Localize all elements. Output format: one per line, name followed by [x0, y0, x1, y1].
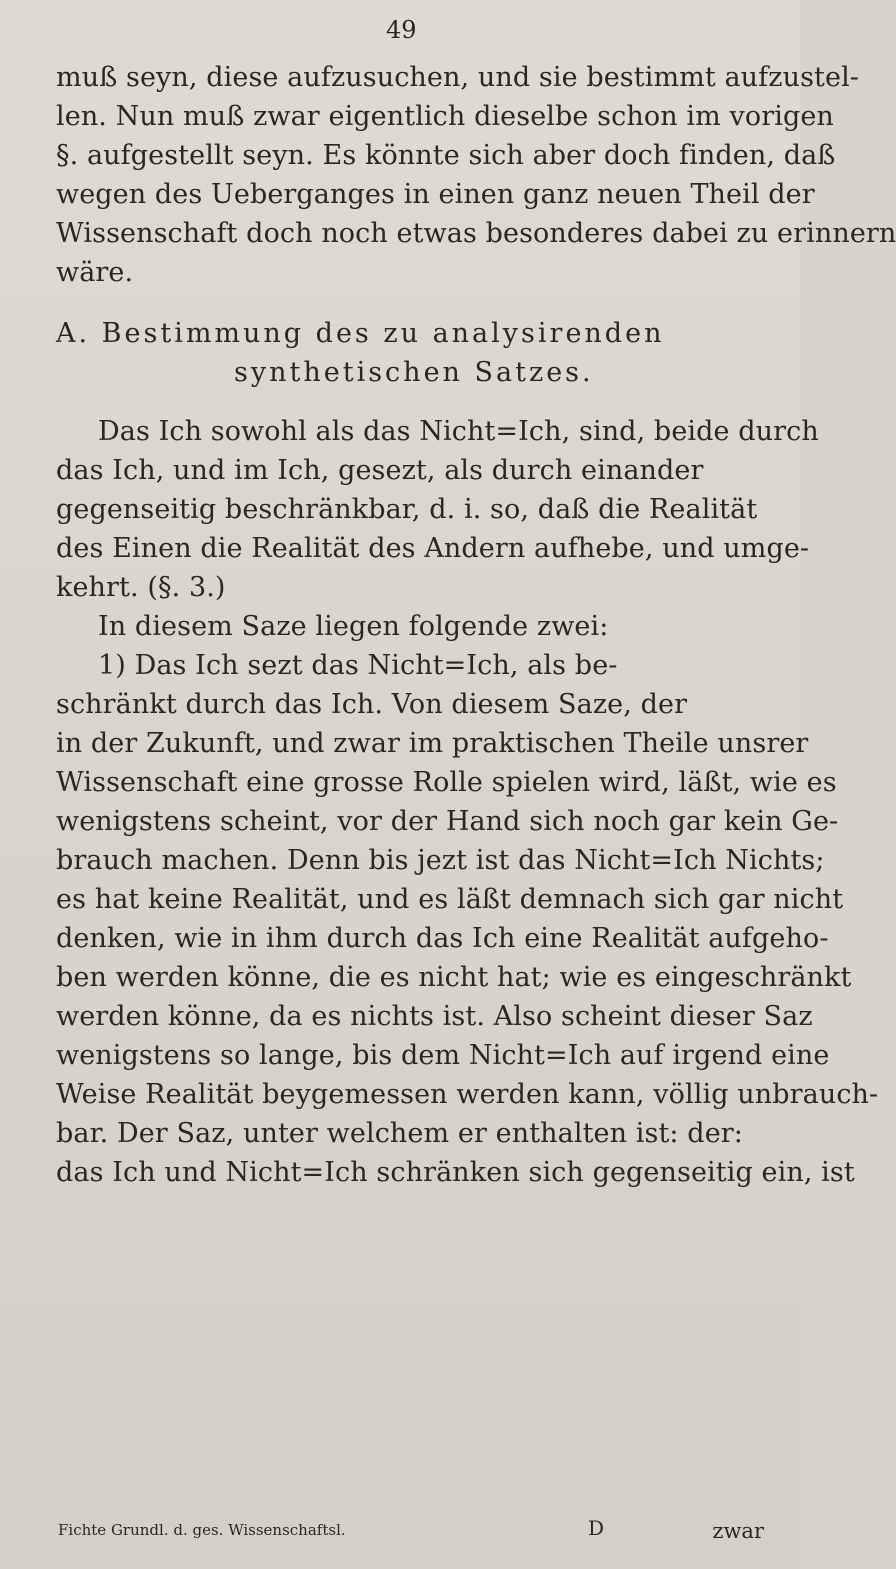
text-line: Wissenschaft eine grosse Rolle spielen wird, läßt, wie es: [56, 767, 837, 798]
text-line: gegenseitig beschränkbar, d. i. so, daß die Realität: [56, 494, 758, 525]
section-heading-continued: synthetischen Satzes.: [234, 357, 594, 388]
text-line: das Ich, und im Ich, gesezt, als durch einander: [56, 455, 704, 486]
catchword: zwar: [712, 1519, 764, 1543]
page-number: 49: [386, 16, 417, 44]
paragraph: [56, 412, 819, 607]
text-line: ben werden könne, die es nicht hat; wie es eingeschränkt: [56, 962, 852, 993]
signature-mark: D: [588, 1516, 605, 1540]
text-line: denken, wie in ihm durch das Ich eine Realität aufgeho-: [56, 923, 829, 954]
text-line: wenigstens so lange, bis dem Nicht=Ich auf irgend eine: [56, 1040, 830, 1071]
text-line: Weise Realität beygemessen werden kann, völlig unbrauch-: [56, 1079, 879, 1110]
text-line: das Ich und Nicht=Ich schränken sich gegenseitig ein, ist: [56, 1157, 855, 1188]
signature-line: Fichte Grundl. d. ges. Wissenschaftsl.: [58, 1521, 346, 1539]
text-line: des Einen die Realität des Andern aufhebe, und umge-: [56, 533, 810, 564]
text-line: brauch machen. Denn bis jezt ist das Nicht=Ich Nichts;: [56, 845, 825, 876]
text-line: bar. Der Saz, unter welchem er enthalten ist: der:: [56, 1118, 743, 1149]
text-line: wegen des Ueberganges in einen ganz neuen Theil der: [56, 179, 815, 210]
text-line: in der Zukunft, und zwar im praktischen Theile unsrer: [56, 728, 809, 759]
paragraph: [56, 646, 879, 1192]
paragraph-intro: [56, 58, 896, 292]
text-line: wenigstens scheint, vor der Hand sich noch gar kein Ge-: [56, 806, 839, 837]
text-line: Wissenschaft doch noch etwas besonderes dabei zu erinnern: [56, 218, 896, 249]
text-line: In diesem Saze liegen folgende zwei:: [98, 611, 609, 642]
text-line: schränkt durch das Ich. Von diesem Saze, der: [56, 689, 688, 720]
section-heading: A. Bestimmung des zu analysirenden: [56, 318, 665, 349]
text-line: Das Ich sowohl als das Nicht=Ich, sind, beide durch: [98, 416, 819, 447]
text-line: len. Nun muß zwar eigentlich dieselbe schon im vorigen: [56, 101, 834, 132]
text-line: 1) Das Ich sezt das Nicht=Ich, als be-: [98, 650, 618, 681]
paragraph: [56, 607, 764, 646]
text-line: kehrt. (§. 3.): [56, 572, 226, 603]
text-line: muß seyn, diese aufzusuchen, und sie bestimmt aufzustel-: [56, 62, 860, 93]
text-line: §. aufgestellt seyn. Es könnte sich aber doch finden, daß: [56, 140, 836, 171]
text-line: es hat keine Realität, und es läßt demnach sich gar nicht: [56, 884, 844, 915]
text-line: wäre.: [56, 257, 134, 288]
text-line: werden könne, da es nichts ist. Also scheint dieser Saz: [56, 1001, 813, 1032]
page-text: [56, 58, 896, 1192]
